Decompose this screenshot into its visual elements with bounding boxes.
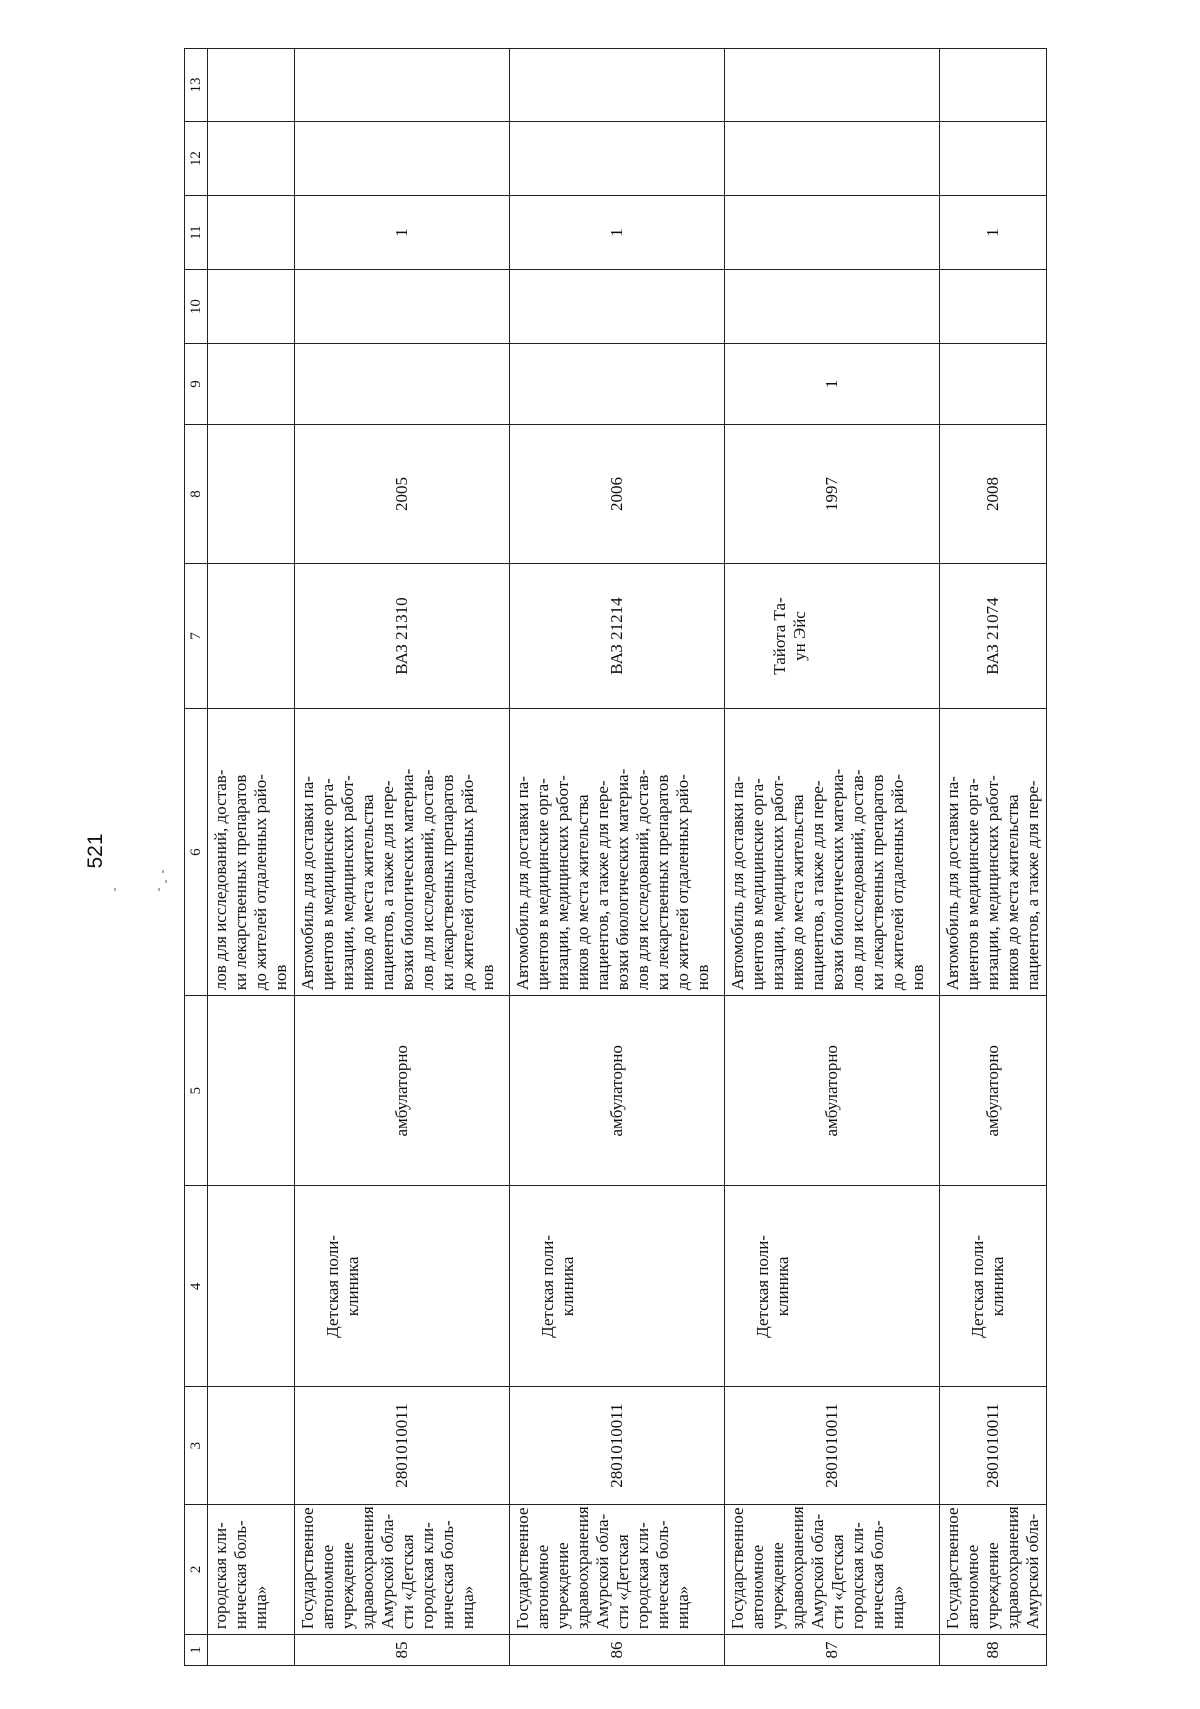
- col-12-cell: [510, 122, 725, 196]
- col-11-cell: 1: [940, 196, 1047, 270]
- col-13-cell: [940, 49, 1047, 122]
- organization-cell: Государственное автономное учреждение здравоохранения Амурской обла- сти «Детская городская кли- ническая боль- ница»: [295, 1504, 510, 1634]
- vehicle-model-cell: Тайота Та- ун Эйс: [725, 564, 940, 709]
- year-cell: 2008: [940, 424, 1047, 563]
- department-cell: Детская поли- клиника: [725, 1186, 940, 1387]
- header-cell-col-5: 5: [185, 996, 208, 1186]
- code-cell: 2801010011: [940, 1387, 1047, 1504]
- col-10-cell: [940, 270, 1047, 344]
- header-cell-col-10: 10: [185, 270, 208, 344]
- col-12-cell: [208, 122, 295, 196]
- col-10-cell: [510, 270, 725, 344]
- year-cell: 2006: [510, 424, 725, 563]
- col-13-cell: [208, 49, 295, 122]
- header-cell-col-4: 4: [185, 1186, 208, 1387]
- department-cell: [208, 1186, 295, 1387]
- care-type-cell: [208, 996, 295, 1186]
- code-cell: 2801010011: [510, 1387, 725, 1504]
- data-table: [184, 48, 1047, 1666]
- col-9-cell: [208, 344, 295, 425]
- care-type-cell: амбулаторно: [940, 996, 1047, 1186]
- organization-cell: Государственное автономное учреждение здравоохранения Амурской обла- сти «Детская городская кли- ническая боль- ница»: [510, 1504, 725, 1634]
- header-cell-col-12: 12: [185, 122, 208, 196]
- purpose-cell: Автомобиль для доставки па- циентов в медицинские орга- низации, медицинских работ- ников до места жительства пациентов, а также для пере-: [940, 708, 1047, 995]
- care-type-cell: амбулаторно: [510, 996, 725, 1186]
- row-number-cell: 85: [295, 1635, 510, 1666]
- code-cell: 2801010011: [725, 1387, 940, 1504]
- table-row: [725, 49, 940, 1666]
- purpose-cell: Автомобиль для доставки па- циентов в медицинские орга- низации, медицинских работ- ников до места жительства пациентов, а также для пере- возки биологических материа- лов для исследований, достав- ки лекарственных препаратов до жителей отдаленных райо- нов: [725, 708, 940, 995]
- purpose-cell: лов для исследований, достав- ки лекарственных препаратов до жителей отдаленных райо- нов: [208, 708, 295, 995]
- row-number-cell: [208, 1635, 295, 1666]
- organization-cell: Государственное автономное учреждение здравоохранения Амурской обла- сти «Детская городская кли- ническая боль- ница»: [725, 1504, 940, 1634]
- header-cell-col-3: 3: [185, 1387, 208, 1504]
- header-cell-col-7: 7: [185, 564, 208, 709]
- scan-speck: [114, 888, 116, 891]
- col-11-cell: [725, 196, 940, 270]
- header-cell-col-6: 6: [185, 708, 208, 995]
- department-cell: Детская поли- клиника: [940, 1186, 1047, 1387]
- scan-speck: [162, 870, 164, 873]
- page-number: 521: [84, 833, 107, 869]
- table-row: [940, 49, 1047, 1666]
- scan-speck: [158, 888, 160, 891]
- table-row: [295, 49, 510, 1666]
- row-number-cell: 86: [510, 1635, 725, 1666]
- scan-speck: [165, 880, 167, 883]
- col-10-cell: [725, 270, 940, 344]
- col-9-cell: [940, 344, 1047, 425]
- year-cell: 1997: [725, 424, 940, 563]
- year-cell: 2005: [295, 424, 510, 563]
- purpose-cell: Автомобиль для доставки па- циентов в медицинские орга- низации, медицинских работ- ников до места жительства пациентов, а также для пере- возки биологических материа- лов для исследований, достав- ки лекарственных препаратов до жителей отдаленных райо- нов: [510, 708, 725, 995]
- row-number-cell: 87: [725, 1635, 940, 1666]
- col-12-cell: [295, 122, 510, 196]
- header-cell-col-9: 9: [185, 344, 208, 425]
- vehicle-model-cell: ВАЗ 21214: [510, 564, 725, 709]
- col-10-cell: [295, 270, 510, 344]
- code-cell: 2801010011: [295, 1387, 510, 1504]
- header-cell-col-11: 11: [185, 196, 208, 270]
- table-row: [510, 49, 725, 1666]
- table-row: [208, 49, 295, 1666]
- table-header-row: [185, 49, 208, 1666]
- organization-cell: городская кли- ническая боль- ница»: [208, 1504, 295, 1634]
- care-type-cell: амбулаторно: [295, 996, 510, 1186]
- col-11-cell: 1: [295, 196, 510, 270]
- header-cell-col-2: 2: [185, 1504, 208, 1634]
- vehicle-model-cell: ВАЗ 21310: [295, 564, 510, 709]
- col-11-cell: 1: [510, 196, 725, 270]
- row-number-cell: 88: [940, 1635, 1047, 1666]
- vehicle-model-cell: [208, 564, 295, 709]
- col-13-cell: [510, 49, 725, 122]
- year-cell: [208, 424, 295, 563]
- purpose-cell: Автомобиль для доставки па- циентов в медицинские орга- низации, медицинских работ- ников до места жительства пациентов, а также для пере- возки биологических материа- лов для исследований, достав- ки лекарственных препаратов до жителей отдаленных райо- нов: [295, 708, 510, 995]
- code-cell: [208, 1387, 295, 1504]
- header-cell-col-1: 1: [185, 1635, 208, 1666]
- col-12-cell: [725, 122, 940, 196]
- col-13-cell: [295, 49, 510, 122]
- col-13-cell: [725, 49, 940, 122]
- col-9-cell: 1: [725, 344, 940, 425]
- col-10-cell: [208, 270, 295, 344]
- header-cell-col-8: 8: [185, 424, 208, 563]
- department-cell: Детская поли- клиника: [510, 1186, 725, 1387]
- department-cell: Детская поли- клиника: [295, 1186, 510, 1387]
- col-9-cell: [295, 344, 510, 425]
- col-9-cell: [510, 344, 725, 425]
- organization-cell: Государственное автономное учреждение здравоохранения Амурской обла-: [940, 1504, 1047, 1634]
- vehicle-model-cell: ВАЗ 21074: [940, 564, 1047, 709]
- care-type-cell: амбулаторно: [725, 996, 940, 1186]
- col-12-cell: [940, 122, 1047, 196]
- header-cell-col-13: 13: [185, 49, 208, 122]
- col-11-cell: [208, 196, 295, 270]
